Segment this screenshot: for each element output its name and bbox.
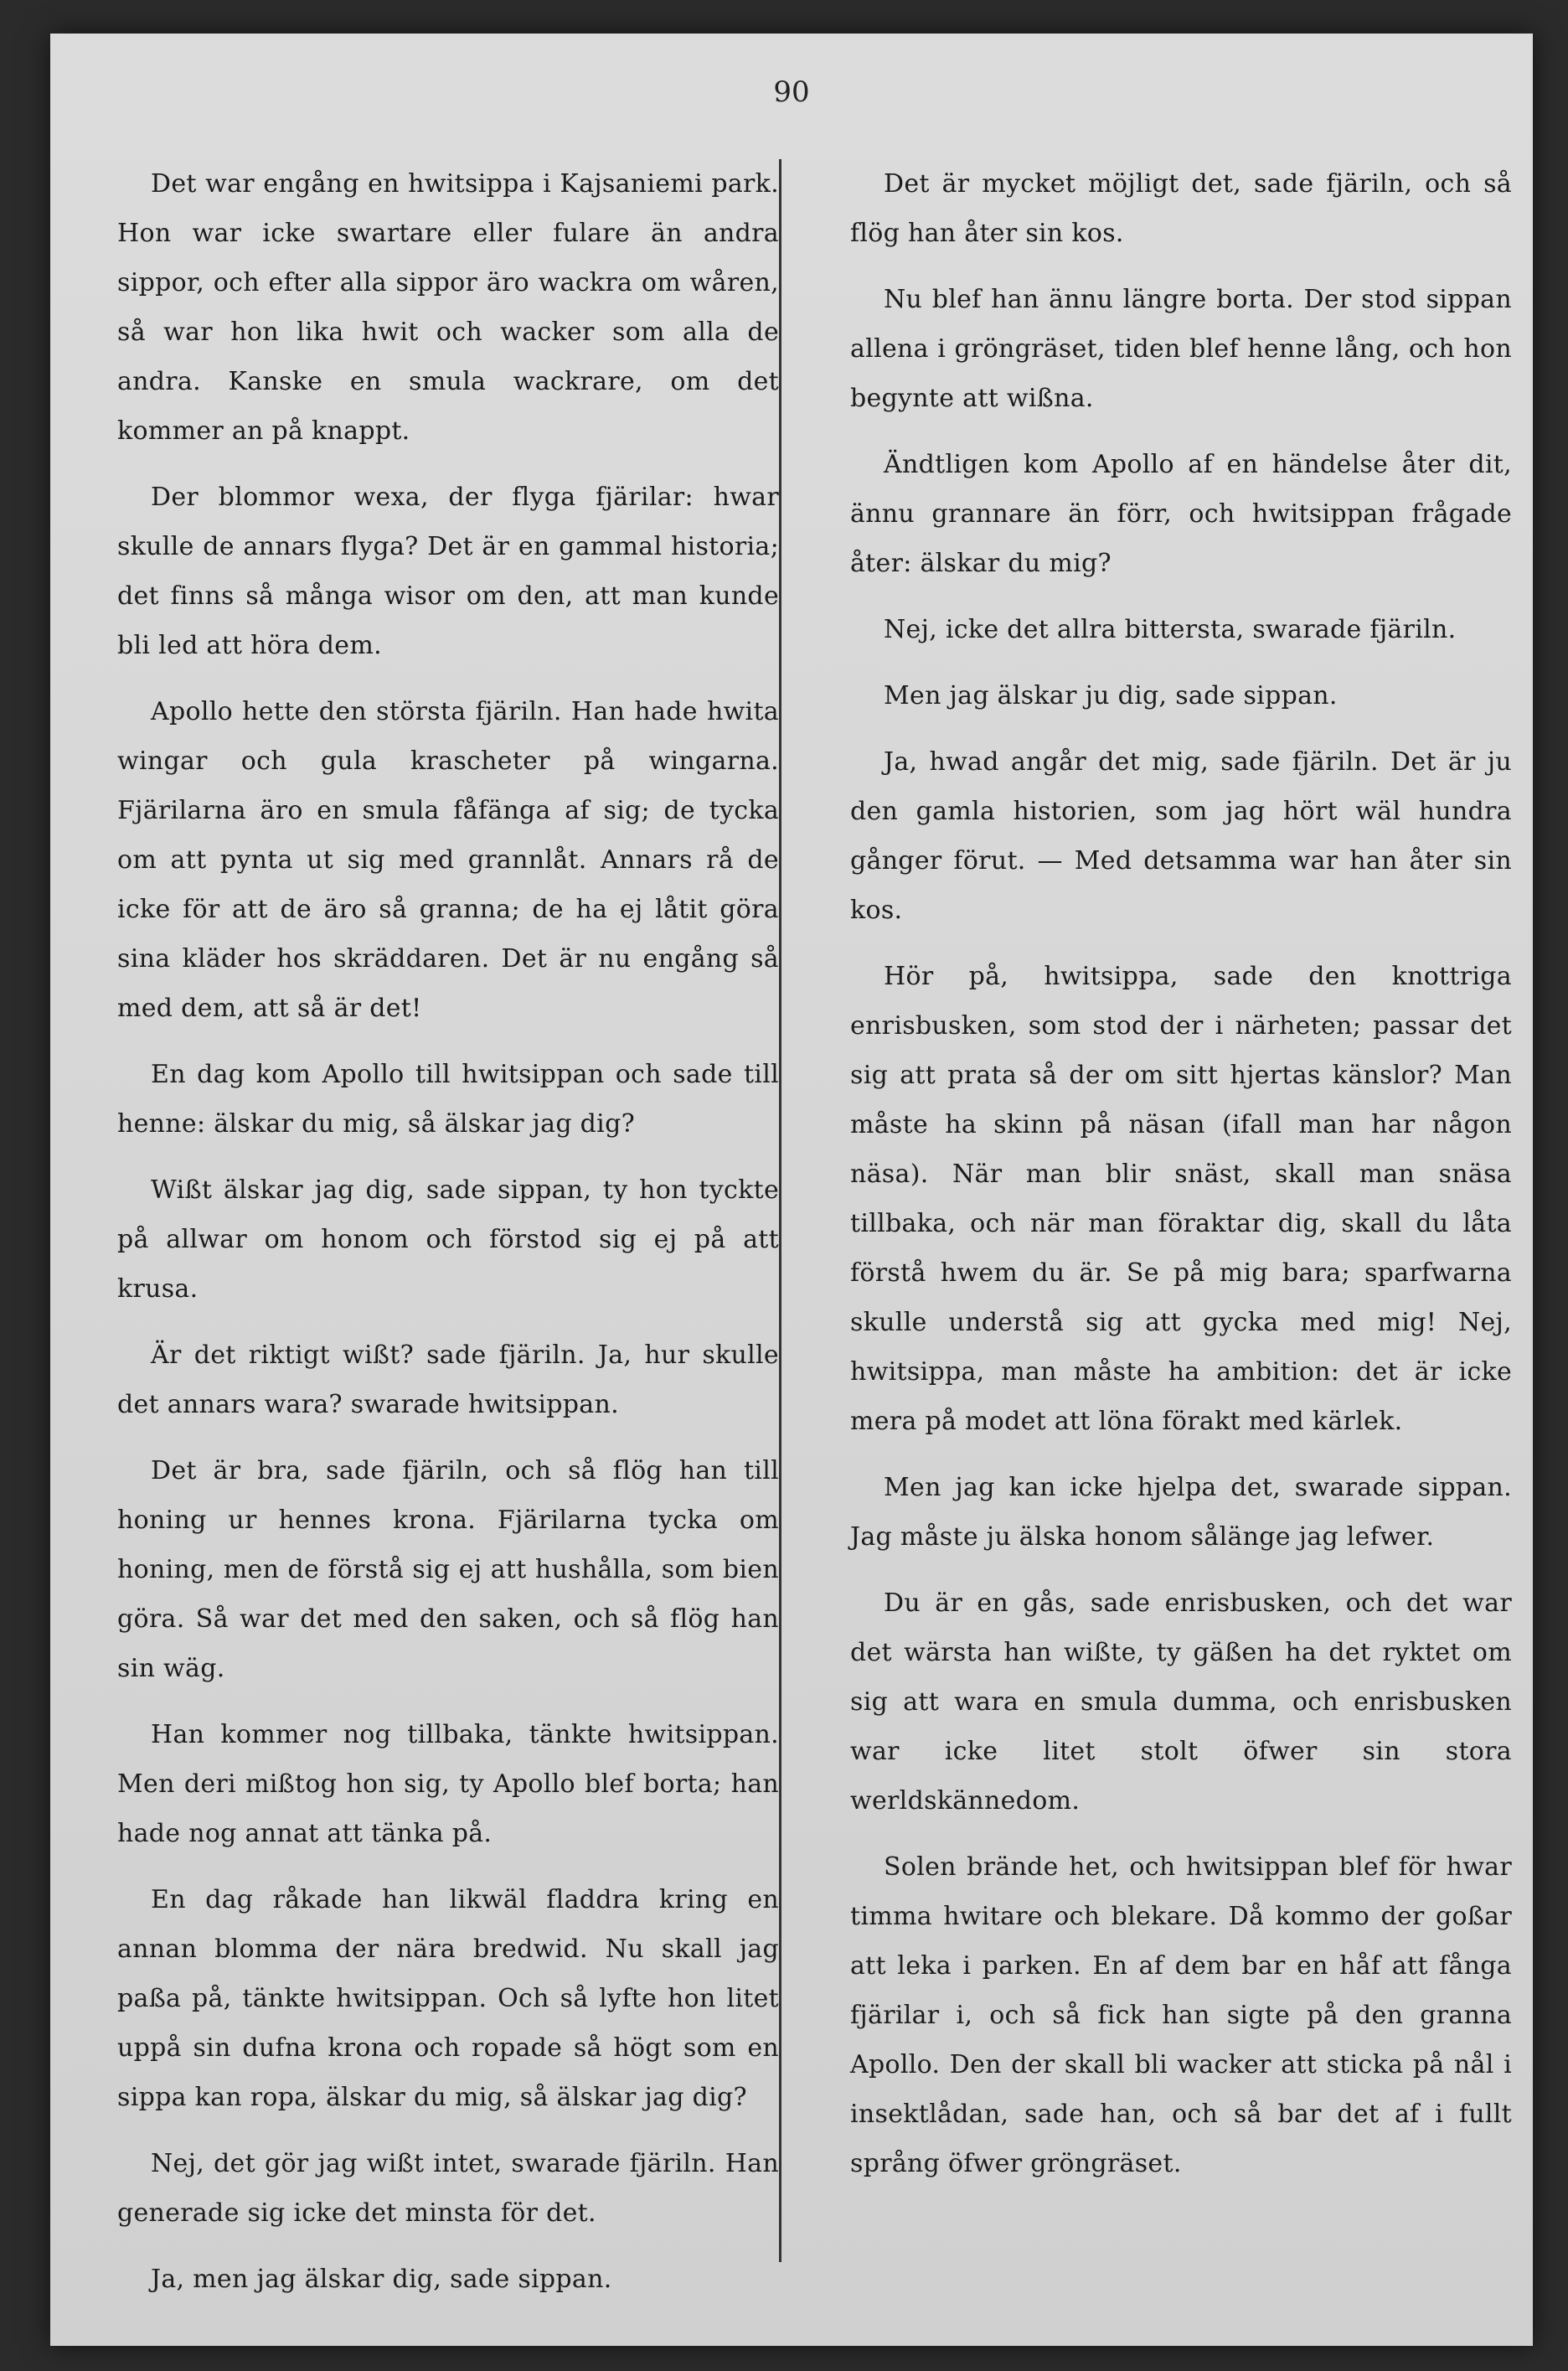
left-column bbox=[117, 159, 779, 2304]
paragraph: Det war engång en hwitsippa i Kajsaniemi park. Hon war icke swartare eller fulare än andra sippor, och efter alla sippor äro wackra om wåren, så war hon lika hwit och wacker som alla de andra. Kanske en smula wackrare, om det kommer an på knappt. bbox=[117, 169, 779, 446]
paragraph: En dag kom Apollo till hwitsippan och sade till henne: älskar du mig, så älskar jag dig? bbox=[117, 1060, 779, 1139]
page-number: 90 bbox=[773, 75, 810, 109]
paragraph: Nu blef han ännu längre borta. Der stod sippan allena i gröngräset, tiden blef henne lång, och hon begynte att wißna. bbox=[850, 285, 1512, 413]
paragraph: Nej, icke det allra bittersta, swarade fjäriln. bbox=[884, 615, 1457, 644]
paragraph: Ändtligen kom Apollo af en händelse åter dit, ännu grannare än förr, och hwitsippan frågade åter: älskar du mig? bbox=[850, 450, 1512, 578]
paragraph: Det är bra, sade fjäriln, och så flög han till honing ur hennes krona. Fjärilarna tycka om honing, men de förstå sig ej att hushålla, som bien göra. Så war det med den saken, och så flög han sin wäg. bbox=[117, 1456, 779, 1683]
paragraph: Hör på, hwitsippa, sade den knottriga enrisbusken, som stod der i närheten; passar det sig att prata så der om sitt hjertas känslor? Man måste ha skinn på näsan (ifall man har någon näsa). När man blir snäst, skall man snäsa tillbaka, och när man föraktar dig, skall du låta förstå hwem du är. Se på mig bara; sparfwarna skulle understå sig att gycka med mig! Nej, hwitsippa, man måste ha ambition: det är icke mera på modet att löna förakt med kärlek. bbox=[850, 962, 1512, 1436]
paragraph: Apollo hette den största fjäriln. Han hade hwita wingar och gula krascheter på wingarna. Fjärilarna äro en smula fåfänga af sig; de tycka om att pynta ut sig med grannlåt. Annars rå de icke för att de äro så granna; de ha ej låtit göra sina kläder hos skräddaren. Det är nu engång så med dem, att så är det! bbox=[117, 697, 779, 1023]
paragraph: Är det riktigt wißt? sade fjäriln. Ja, hur skulle det annars wara? swarade hwitsippan. bbox=[117, 1340, 779, 1419]
paragraph: Men jag kan icke hjelpa det, swarade sippan. Jag måste ju älska honom sålänge jag lefwer. bbox=[850, 1473, 1512, 1552]
right-column bbox=[850, 159, 1512, 2188]
paragraph: Han kommer nog tillbaka, tänkte hwitsippan. Men deri mißtog hon sig, ty Apollo blef borta; han hade nog annat att tänka på. bbox=[117, 1720, 779, 1848]
paragraph: Det är mycket möjligt det, sade fjäriln, och så flög han åter sin kos. bbox=[850, 169, 1512, 248]
book-page bbox=[50, 34, 1533, 2346]
paragraph: Solen brände het, och hwitsippan blef för hwar timma hwitare och blekare. Då kommo der goßar att leka i parken. En af dem bar en håf att fånga fjärilar i, och så fick han sigte på den granna Apollo. Den der skall bli wacker att sticka på nål i insektlådan, sade han, och så bar det af i fullt språng öfwer gröngräset. bbox=[850, 1852, 1512, 2178]
paragraph: Men jag älskar ju dig, sade sippan. bbox=[884, 681, 1338, 710]
paragraph: En dag råkade han likwäl fladdra kring en annan blomma der nära bredwid. Nu skall jag paßa på, tänkte hwitsippan. Och så lyfte hon litet uppå sin dufna krona och ropade så högt som en sippa kan ropa, älskar du mig, så älskar jag dig? bbox=[117, 1885, 779, 2112]
paragraph: Nej, det gör jag wißt intet, swarade fjäriln. Han generade sig icke det minsta för det. bbox=[117, 2149, 779, 2228]
paragraph: Du är en gås, sade enrisbusken, och det war det wärsta han wißte, ty gäßen ha det ryktet om sig att wara en smula dumma, och enrisbusken war icke litet stolt öfwer sin stora werldskännedom. bbox=[850, 1588, 1512, 1816]
paragraph: Ja, hwad angår det mig, sade fjäriln. Det är ju den gamla historien, som jag hört wäl hundra gånger förut. — Med detsamma war han åter sin kos. bbox=[850, 747, 1512, 925]
paragraph: Der blommor wexa, der flyga fjärilar: hwar skulle de annars flyga? Det är en gammal historia; det finns så många wisor om den, att man kunde bli led att höra dem. bbox=[117, 483, 779, 660]
column-divider bbox=[779, 159, 781, 2262]
paragraph: Ja, men jag älskar dig, sade sippan. bbox=[151, 2265, 612, 2294]
paragraph: Wißt älskar jag dig, sade sippan, ty hon tyckte på allwar om honom och förstod sig ej på att krusa. bbox=[117, 1175, 779, 1304]
